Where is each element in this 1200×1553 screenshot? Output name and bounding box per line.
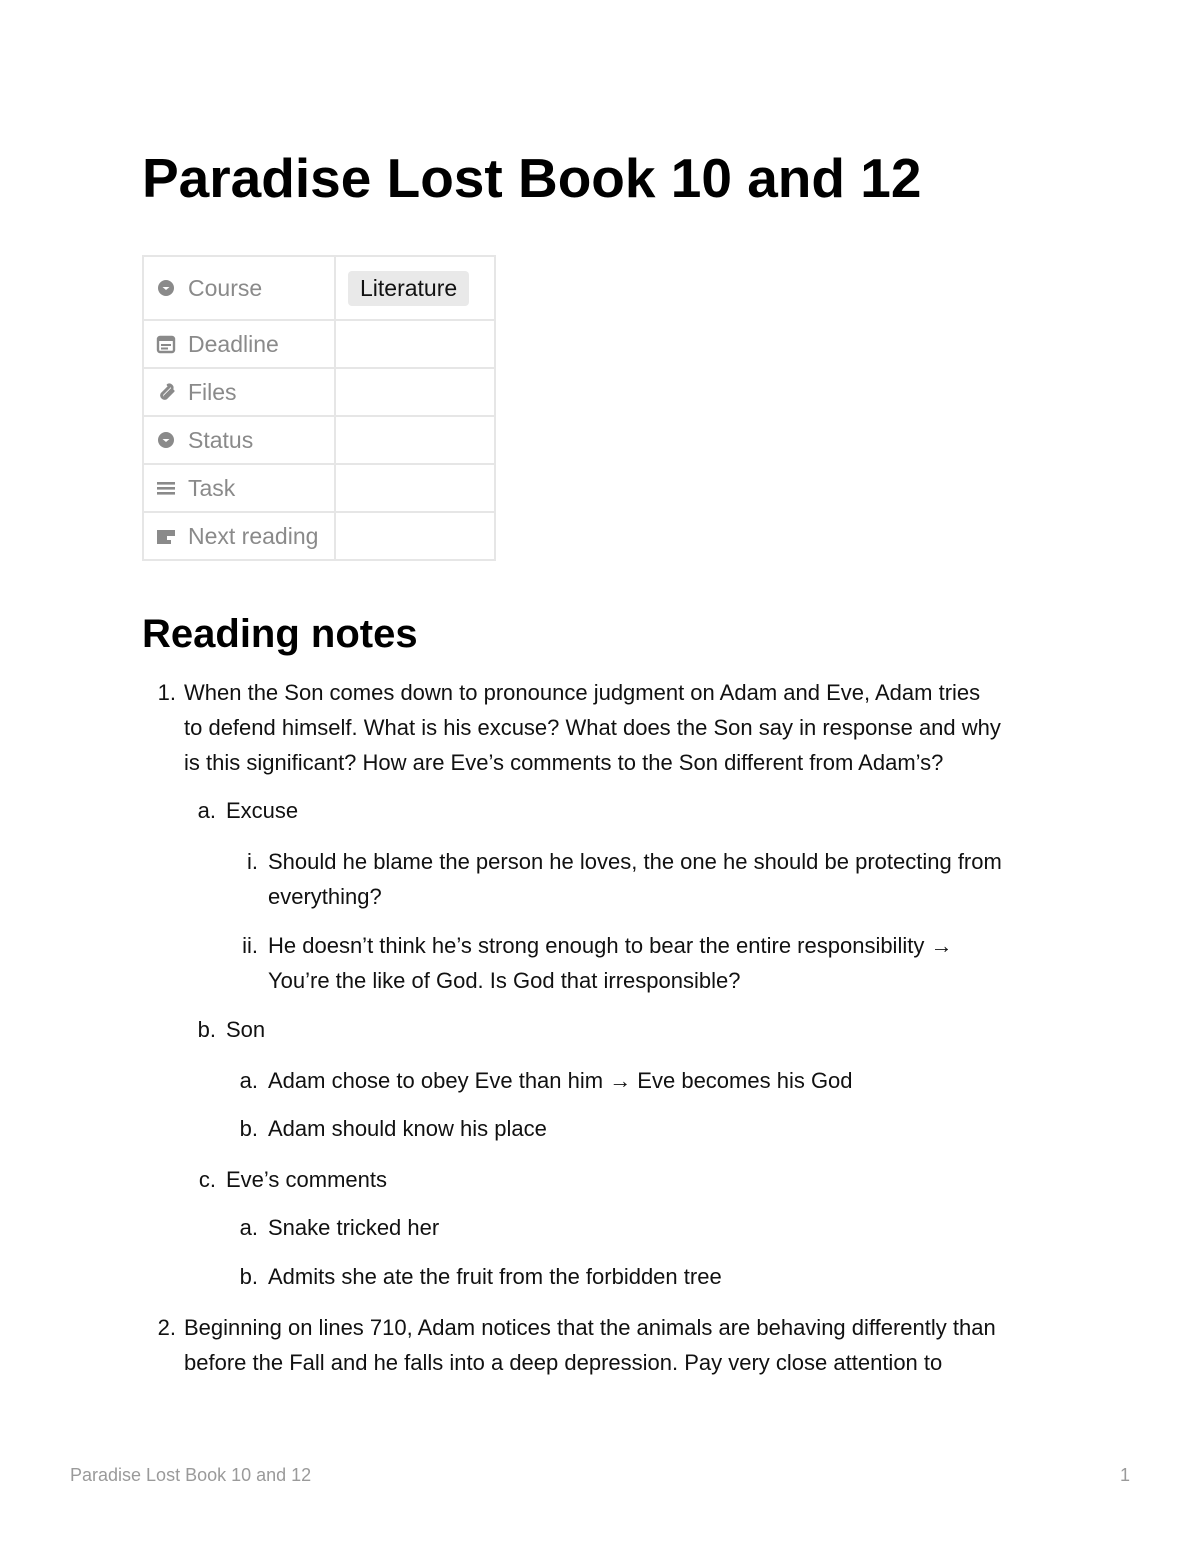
property-row-next-reading: [143, 512, 495, 560]
property-key: Status: [188, 426, 254, 453]
task-value[interactable]: [335, 464, 495, 512]
circle-select-icon: [156, 278, 176, 298]
list-marker: i.: [247, 849, 258, 874]
list-item: Snake tricked her: [268, 1215, 440, 1240]
relation-icon: [156, 526, 176, 546]
properties-table: [142, 255, 496, 561]
list-item: Excuse: [226, 798, 299, 823]
question-line: Beginning on lines 710, Adam notices that the animals are behaving differently than: [184, 1315, 996, 1340]
page-number: 1: [1119, 1465, 1130, 1485]
page-title: Paradise Lost Book 10 and 12: [142, 147, 922, 209]
list-marker: b.: [239, 1264, 258, 1289]
paperclip-icon: [156, 382, 176, 402]
calendar-icon: [156, 334, 176, 354]
next-reading-value[interactable]: [335, 512, 495, 560]
list-item: Adam chose to obey Eve than him → Eve becomes his God: [268, 1068, 853, 1093]
question-line: before the Fall and he falls into a deep depression. Pay very close attention to: [184, 1350, 943, 1375]
question-line: When the Son comes down to pronounce judgment on Adam and Eve, Adam tries: [184, 680, 981, 705]
list-item: Eve’s comments: [226, 1167, 387, 1192]
list-marker: a.: [239, 1068, 258, 1093]
list-marker: 2.: [157, 1315, 176, 1340]
list-marker: c.: [198, 1167, 216, 1192]
deadline-value[interactable]: [335, 320, 495, 368]
property-key: Task: [188, 474, 236, 501]
list-item: everything?: [268, 884, 382, 909]
footer-title: Paradise Lost Book 10 and 12: [70, 1465, 312, 1485]
status-value[interactable]: [335, 416, 495, 464]
question-line: is this significant? How are Eve’s comments to the Son different from Adam’s?: [184, 750, 944, 775]
property-key: Files: [188, 378, 237, 405]
property-row-task: [143, 464, 495, 512]
list-item: Adam should know his place: [268, 1116, 547, 1141]
property-row-files: [143, 368, 495, 416]
list-item: You’re the like of God. Is God that irresponsible?: [268, 968, 741, 993]
list-marker: a.: [197, 798, 216, 823]
property-key: Deadline: [188, 330, 279, 357]
property-key: Next reading: [188, 522, 319, 549]
question-line: to defend himself. What is his excuse? What does the Son say in response and why: [184, 715, 1001, 740]
list-marker: ii.: [242, 933, 258, 958]
property-row-course: [143, 256, 495, 320]
circle-select-icon: [156, 430, 176, 450]
property-row-status: [143, 416, 495, 464]
list-marker: b.: [197, 1017, 216, 1042]
text-lines-icon: [156, 478, 176, 498]
property-key: Course: [188, 274, 263, 301]
list-marker: 1.: [157, 680, 176, 705]
list-marker: a.: [239, 1215, 258, 1240]
list-item: Should he blame the person he loves, the one he should be protecting from: [268, 849, 1002, 874]
property-row-deadline: [143, 320, 495, 368]
list-marker: b.: [239, 1116, 258, 1141]
list-item: He doesn’t think he’s strong enough to bear the entire responsibility →: [268, 933, 953, 958]
section-heading: Reading notes: [142, 612, 418, 656]
list-item: Son: [226, 1017, 266, 1042]
course-tag[interactable]: Literature: [348, 271, 469, 306]
files-value[interactable]: [335, 368, 495, 416]
list-item: Admits she ate the fruit from the forbidden tree: [268, 1264, 722, 1289]
